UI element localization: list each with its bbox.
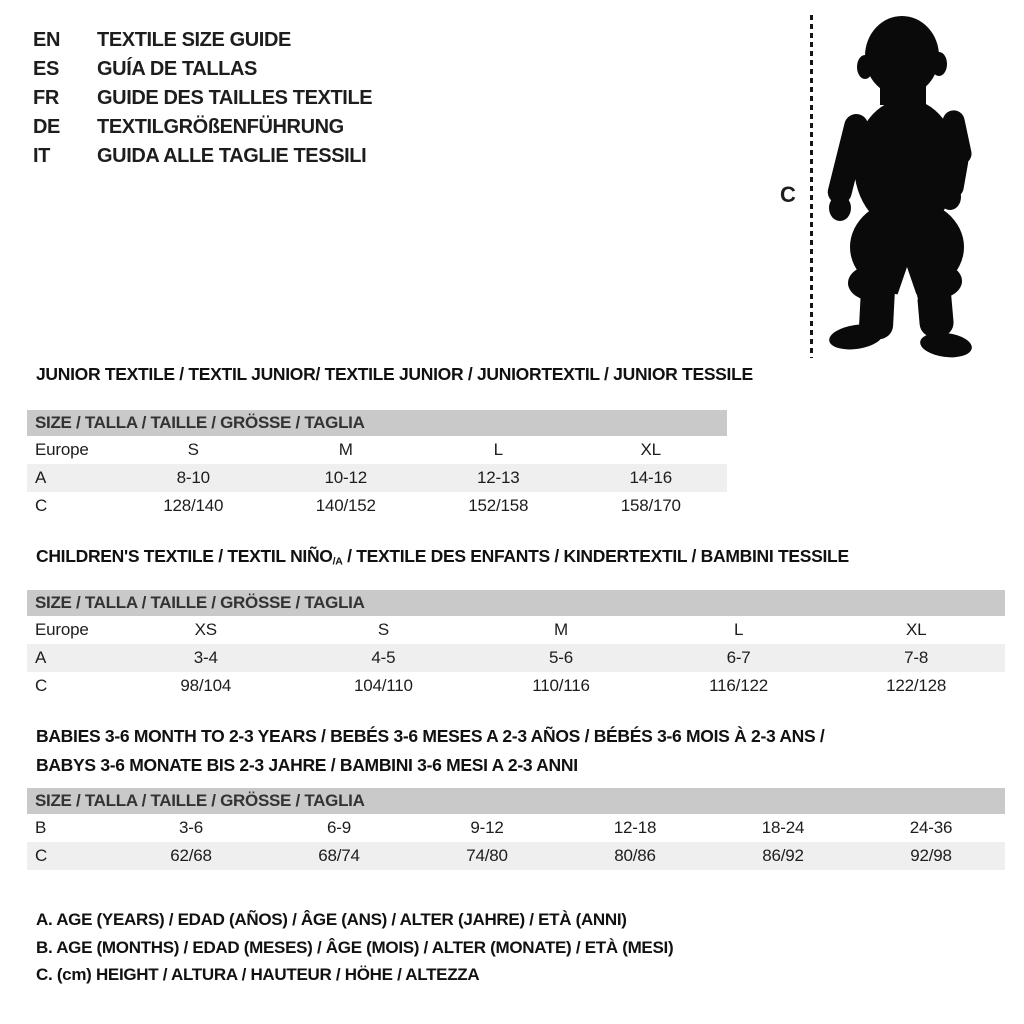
language-label: GUÍA DE TALLAS	[97, 58, 257, 80]
legend-item-age-months: B. AGE (MONTHS) / EDAD (MESES) / ÂGE (MOIS) / ALTER (MONATE) / ETÀ (MESI)	[36, 937, 674, 957]
junior-row-europe	[27, 436, 727, 464]
language-row-de	[33, 113, 372, 142]
table-cell: 152/158	[468, 496, 529, 515]
language-row-it	[33, 142, 372, 171]
table-cell: XL	[640, 440, 661, 459]
language-row-fr	[33, 84, 372, 113]
table-cell: L	[493, 440, 503, 459]
row-label: A	[35, 468, 47, 487]
table-cell: 68/74	[318, 846, 360, 865]
babies-size-table	[27, 788, 1005, 870]
table-cell: 98/104	[180, 676, 232, 695]
table-cell: 10-12	[324, 468, 367, 487]
section-heading-children	[36, 546, 849, 568]
language-code: EN	[33, 29, 60, 51]
table-cell: 110/116	[532, 676, 590, 695]
babies-heading-line1: BABIES 3-6 MONTH TO 2-3 YEARS / BEBÉS 3-6 MESES A 2-3 AÑOS / BÉBÉS 3-6 MOIS À 2-3 ANS /	[36, 726, 825, 746]
table-cell: 8-10	[176, 468, 210, 487]
children-row-age	[27, 644, 1005, 672]
children-heading-pre: CHILDREN'S TEXTILE / TEXTIL NIÑO	[36, 546, 333, 566]
language-row-en	[33, 26, 372, 55]
table-cell: 6-9	[327, 818, 351, 837]
legend-item-age-years: A. AGE (YEARS) / EDAD (AÑOS) / ÂGE (ANS) / ALTER (JAHRE) / ETÀ (ANNI)	[36, 910, 627, 929]
table-cell: 12-13	[477, 468, 520, 487]
table-cell: 128/140	[163, 496, 224, 515]
babies-size-header-bar: SIZE / TALLA / TAILLE / GRÖSSE / TAGLIA	[27, 788, 1005, 814]
table-cell: XS	[194, 620, 217, 639]
babies-row-height	[27, 842, 1005, 870]
junior-row-age	[27, 464, 727, 492]
table-cell: M	[554, 620, 568, 639]
table-cell: 74/80	[466, 846, 508, 865]
section-heading-junior: JUNIOR TEXTILE / TEXTIL JUNIOR/ TEXTILE JUNIOR / JUNIORTEXTIL / JUNIOR TESSILE	[36, 364, 753, 384]
table-cell: 18-24	[761, 818, 805, 837]
language-code: DE	[33, 116, 60, 138]
language-code: ES	[33, 58, 59, 80]
height-dotted-line	[810, 15, 813, 358]
table-cell: 140/152	[315, 496, 376, 515]
table-cell: S	[187, 440, 199, 459]
row-label: B	[35, 818, 47, 837]
junior-size-table	[27, 410, 727, 520]
language-code: FR	[33, 87, 59, 109]
language-label: TEXTILE SIZE GUIDE	[97, 29, 291, 51]
language-label: TEXTILGRÖßENFÜHRUNG	[97, 116, 344, 138]
language-label: GUIDA ALLE TAGLIE TESSILI	[97, 145, 367, 167]
language-list	[33, 26, 372, 171]
language-code: IT	[33, 145, 50, 167]
table-cell: L	[733, 620, 744, 639]
table-cell: 6-7	[726, 648, 751, 667]
table-cell: 14-16	[629, 468, 672, 487]
table-cell: 3-4	[193, 648, 218, 667]
section-heading-babies	[36, 722, 825, 780]
table-cell: S	[377, 620, 389, 639]
table-cell: 158/170	[620, 496, 681, 515]
row-label: C	[35, 496, 48, 515]
height-marker-label: C	[780, 182, 796, 207]
table-cell: 5-6	[548, 648, 573, 667]
table-cell: 116/122	[709, 676, 768, 695]
children-size-header-bar: SIZE / TALLA / TAILLE / GRÖSSE / TAGLIA	[27, 590, 1005, 616]
legend	[36, 906, 673, 989]
children-size-table	[27, 590, 1005, 700]
row-label: Europe	[35, 620, 89, 639]
table-cell: 80/86	[614, 846, 656, 865]
children-heading-post: / TEXTILE DES ENFANTS / KINDERTEXTIL / BAMBINI TESSILE	[342, 546, 849, 566]
babies-heading-line2: BABYS 3-6 MONATE BIS 2-3 JAHRE / BAMBINI 3-6 MESI A 2-3 ANNI	[36, 755, 578, 775]
table-cell: 62/68	[170, 846, 212, 865]
table-cell: 24-36	[909, 818, 953, 837]
table-cell: 86/92	[762, 846, 804, 865]
table-cell: XL	[905, 620, 927, 639]
children-heading-sub: /A	[332, 555, 343, 568]
table-cell: 7-8	[904, 648, 929, 667]
legend-item-height-cm: C. (cm) HEIGHT / ALTURA / HAUTEUR / HÖHE / ALTEZZA	[36, 965, 480, 984]
table-cell: 3-6	[179, 818, 203, 837]
language-row-es	[33, 55, 372, 84]
row-label: C	[35, 846, 48, 865]
children-row-height	[27, 672, 1005, 700]
toddler-silhouette-icon	[818, 15, 996, 358]
table-cell: 122/128	[886, 676, 947, 695]
junior-size-header-bar: SIZE / TALLA / TAILLE / GRÖSSE / TAGLIA	[27, 410, 727, 436]
language-label: GUIDE DES TAILLES TEXTILE	[97, 87, 373, 109]
table-cell: 4-5	[371, 648, 396, 667]
row-label: A	[35, 648, 47, 667]
table-cell: 92/98	[910, 846, 952, 865]
table-cell: M	[338, 440, 353, 459]
row-label: Europe	[35, 440, 89, 459]
row-label: C	[35, 676, 48, 695]
junior-row-height	[27, 492, 727, 520]
table-cell: 104/110	[353, 676, 413, 695]
table-cell: 9-12	[470, 818, 504, 837]
table-cell: 12-18	[613, 818, 657, 837]
babies-row-months	[27, 814, 1005, 842]
children-row-europe	[27, 616, 1005, 644]
